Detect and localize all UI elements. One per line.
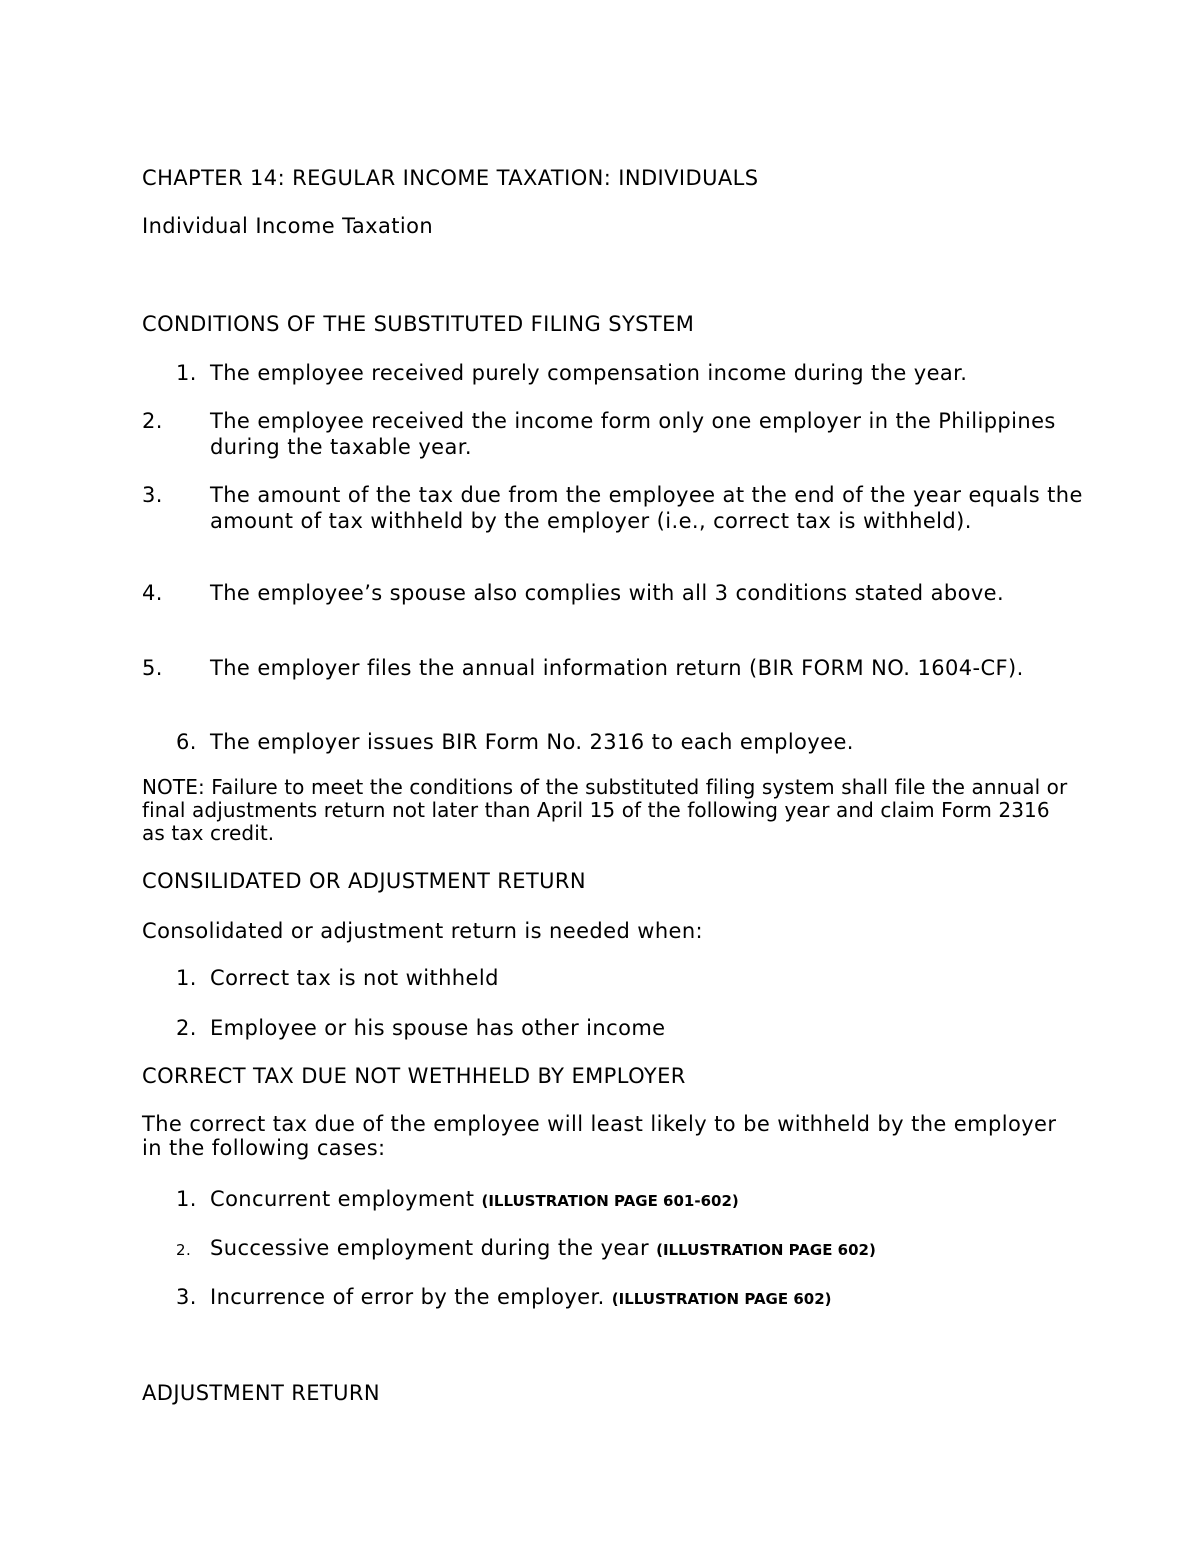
list-number: 1. [176, 1187, 197, 1211]
list-item [142, 408, 1060, 460]
list-number: 3. [142, 483, 163, 507]
chapter-title: CHAPTER 14: REGULAR INCOME TAXATION: INDIVIDUALS [142, 166, 759, 190]
list-text: Employee or his spouse has other income [210, 1016, 666, 1040]
list-text: The employee received purely compensation income during the year. [210, 361, 968, 385]
list-number: 2. [142, 409, 163, 433]
list-number: 2. [176, 1241, 192, 1259]
section-intro: The correct tax due of the employee will least likely to be withheld by the employer in the following cases: [142, 1112, 1057, 1160]
section-heading-substituted-filing: CONDITIONS OF THE SUBSTITUTED FILING SYSTEM [142, 312, 695, 336]
list-text: The employer files the annual information return (BIR FORM NO. 1604-CF). [210, 656, 1024, 680]
subtitle: Individual Income Taxation [142, 214, 434, 238]
list-item [176, 360, 1076, 386]
list-text: Successive employment during the year [210, 1236, 650, 1260]
list-text: Correct tax is not withheld [210, 966, 499, 990]
section-heading-adjustment-return: CONSILIDATED OR ADJUSTMENT RETURN [142, 869, 587, 893]
list-item [176, 1235, 1076, 1263]
list-text: The amount of the tax due from the employee at the end of the year equals the amount of tax withheld by the employer (i.e., correct tax is withheld). [210, 483, 1083, 533]
list-number: 5. [142, 656, 163, 680]
illustration-reference: (ILLUSTRATION PAGE 602) [611, 1290, 832, 1308]
list-item [142, 655, 1040, 681]
list-number: 2. [176, 1016, 197, 1040]
list-number: 1. [176, 361, 197, 385]
list-text: The employee received the income form only one employer in the Philippines during the taxable year. [210, 409, 1056, 459]
list-text: The employee’s spouse also complies with all 3 conditions stated above. [210, 581, 1005, 605]
list-number: 3. [176, 1285, 197, 1309]
list-item [176, 729, 1076, 755]
list-number: 4. [142, 581, 163, 605]
list-item [142, 580, 1060, 606]
list-text: Incurrence of error by the employer. [210, 1285, 605, 1309]
list-item [176, 1284, 1076, 1312]
list-text: Concurrent employment [210, 1187, 475, 1211]
illustration-reference: (ILLUSTRATION PAGE 602) [656, 1241, 876, 1259]
list-item [176, 965, 1076, 991]
illustration-reference: (ILLUSTRATION PAGE 601-602) [481, 1192, 739, 1210]
note-paragraph: NOTE: Failure to meet the conditions of the substituted filing system shall file the annual or final adjustments return not later than April 15 of the following year and claim Form 2316 as tax credit. [142, 775, 1068, 845]
section-intro: Consolidated or adjustment return is needed when: [142, 919, 704, 943]
list-item [142, 482, 1090, 534]
section-heading-adjustment-return-2: ADJUSTMENT RETURN [142, 1381, 381, 1405]
list-item [176, 1015, 1076, 1041]
list-text: The employer issues BIR Form No. 2316 to each employee. [210, 730, 854, 754]
list-number: 1. [176, 966, 197, 990]
section-heading-correct-tax: CORRECT TAX DUE NOT WETHHELD BY EMPLOYER [142, 1064, 686, 1088]
list-item [176, 1186, 1076, 1214]
list-number: 6. [176, 730, 197, 754]
